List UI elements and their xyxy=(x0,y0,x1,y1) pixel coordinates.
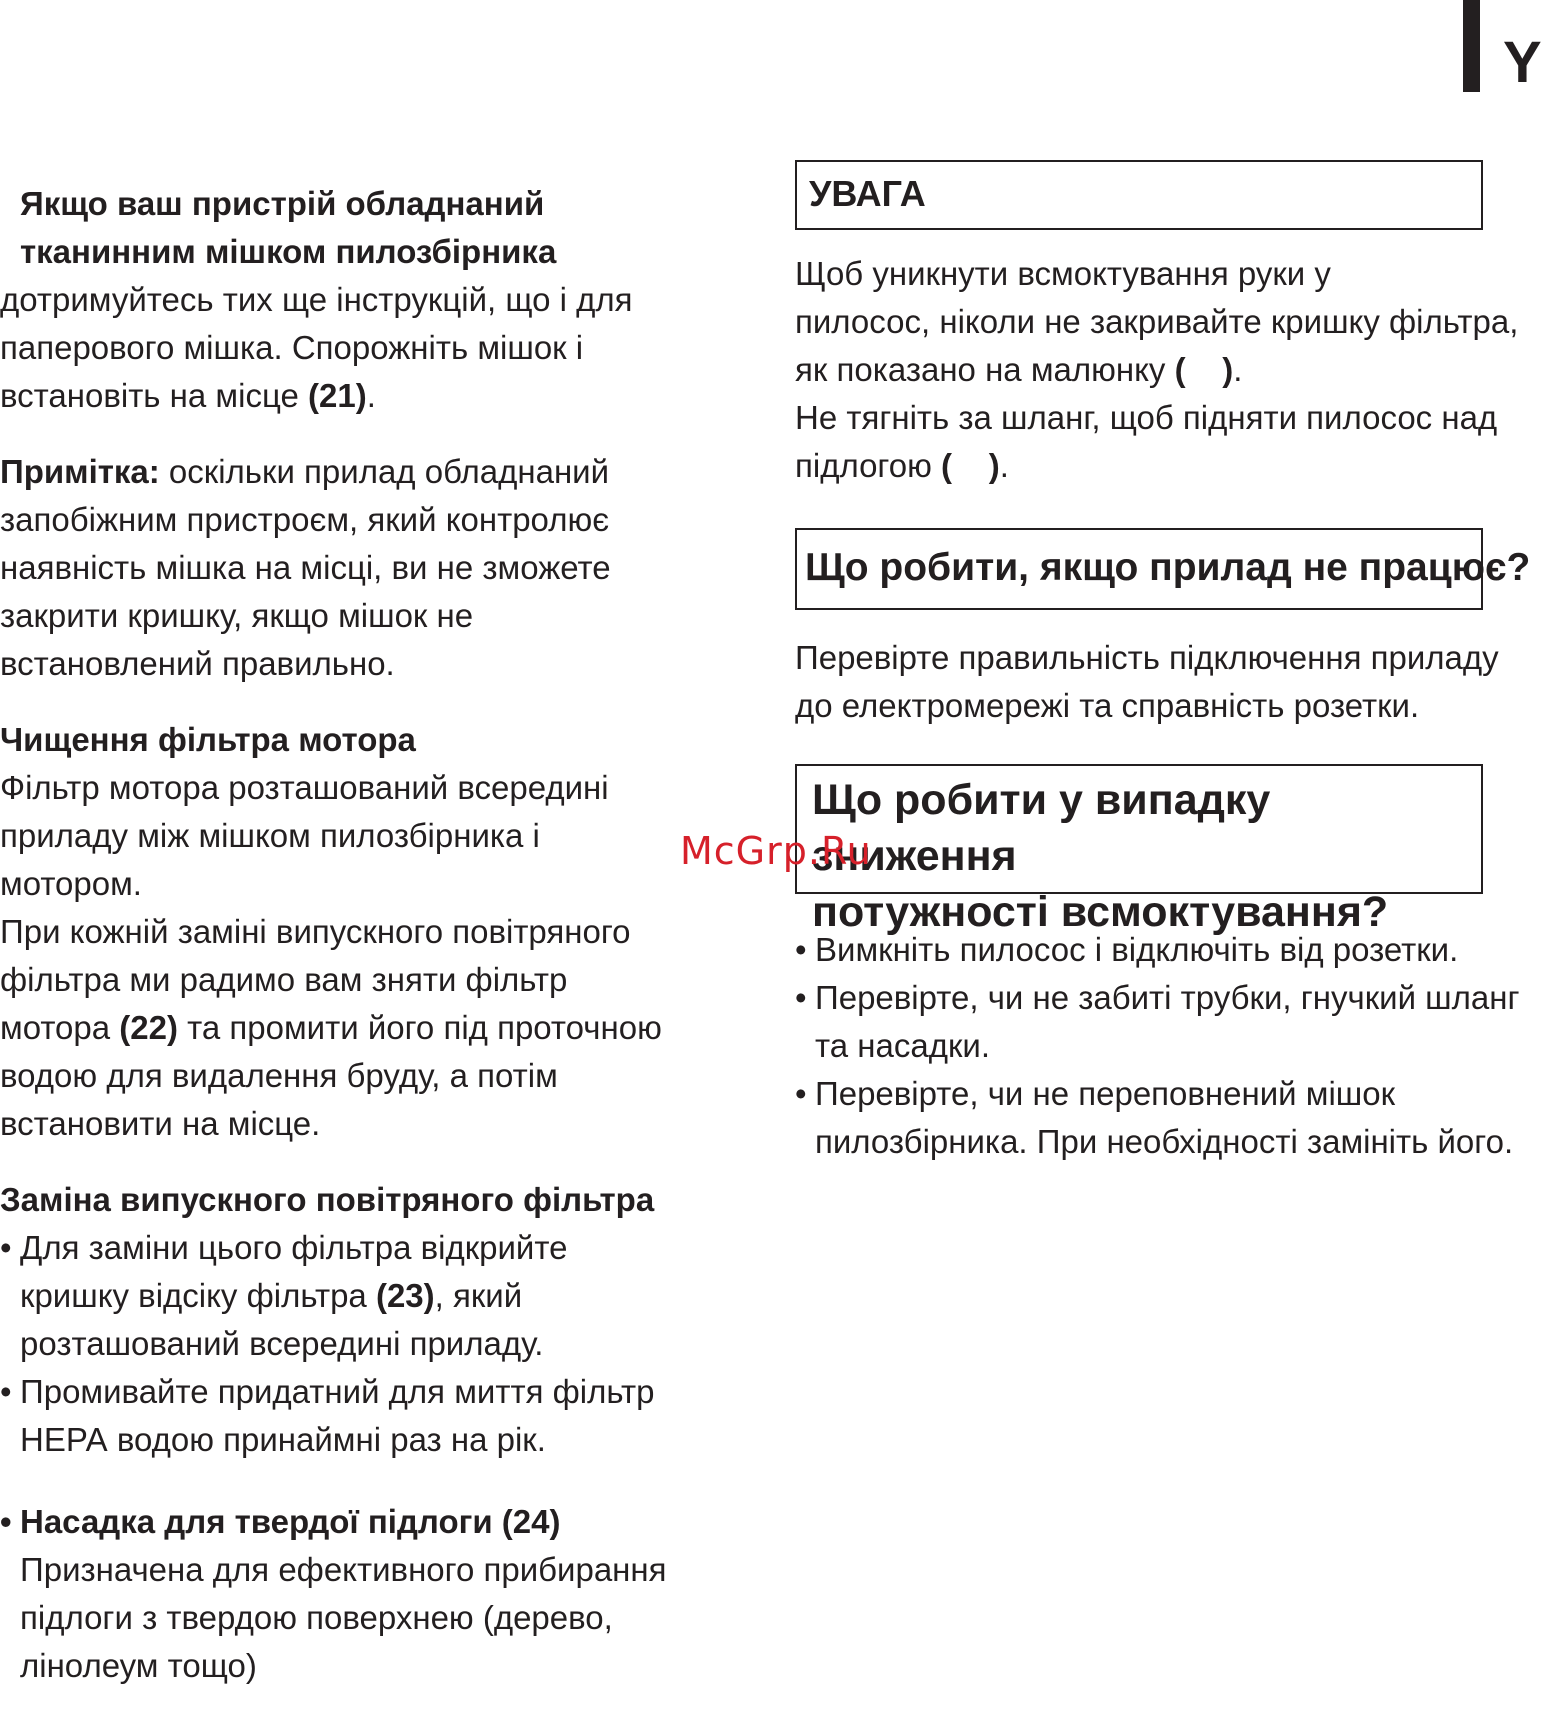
list-item: • Для заміни цього фільтра відкрийте кришку відсіку фільтра (23), який розташований всередині приладу. xyxy=(0,1229,568,1362)
section-heading-motor-filter: Чищення фільтра мотора xyxy=(0,721,416,758)
watermark: McGrp.Ru xyxy=(680,829,872,873)
right-column xyxy=(795,160,1531,1166)
warning-box xyxy=(795,160,1483,230)
list-item: • Перевірте, чи не забиті трубки, гнучкий шланг та насадки. xyxy=(795,979,1520,1064)
list-item: • Перевірте, чи не переповнений мішок пилозбірника. При необхідності замініть його. xyxy=(795,1075,1514,1160)
list-item: • Насадка для твердої підлоги (24) Призначена для ефективного прибирання підлоги з твердою поверхнею (дерево, лінолеум тощо) xyxy=(0,1503,667,1684)
not-working-box xyxy=(795,528,1531,610)
note-label: Примітка: xyxy=(0,453,160,490)
list-item: • Вимкніть пилосос і відключіть від розетки. xyxy=(795,931,1459,968)
note-paragraph: Примітка: оскільки прилад обладнаний запобіжним пристроєм, який контролює наявність мішка на місці, ви не зможете закрити кришку, якщо мішок не встановлений правильно. xyxy=(0,453,611,682)
low-suction-title: Що робити у випадку зниження потужності всмоктування? xyxy=(812,776,1389,936)
section-heading-hard-floor: Насадка для твердої підлоги (24) xyxy=(20,1503,561,1540)
section-heading-fabric-bag: Якщо ваш пристрій обладнаний тканинним мішком пилозбірника xyxy=(20,185,557,270)
not-working-text: Перевірте правильність підключення приладу до електромережі та справність розетки. xyxy=(795,639,1499,724)
figure-ref-blank-2: ( ) xyxy=(941,447,1000,484)
figure-ref-23: (23) xyxy=(375,1277,435,1314)
figure-ref-22: (22) xyxy=(119,1009,178,1046)
motor-filter-text: Фільтр мотора розташований всередині приладу між мішком пилозбірника і мотором. При кожній заміні випускного повітряного фільтра ми радимо вам зняти фільтр мотора (22) та промити його під проточною водою для видалення бруду, а потім встановити на місце. xyxy=(0,769,662,1142)
figure-ref-blank-1: ( ) xyxy=(1174,351,1234,388)
low-suction-box xyxy=(795,764,1483,936)
not-working-title: Що робити, якщо прилад не працює? xyxy=(805,546,1531,589)
left-column xyxy=(0,180,670,1690)
list-item: • Промивайте придатний для миття фільтр НЕРА водою принаймні раз на рік. xyxy=(0,1373,655,1458)
section-heading-exhaust-filter: Заміна випускного повітряного фільтра xyxy=(0,1181,655,1218)
fabric-bag-text: дотримуйтесь тих ще інструкцій, що і для паперового мішка. Спорожніть мішок і встановіть на місце (21). xyxy=(0,281,633,414)
warning-text: Щоб уникнути всмоктування руки у пилосос, ніколи не закривайте кришку фільтра, як показано на малюнку ( ). Не тягніть за шланг, щоб підняти пилосос над підлогою ( ). xyxy=(795,255,1519,484)
warning-title: УВАГА xyxy=(809,173,926,214)
figure-ref-21: (21) xyxy=(308,377,367,414)
page-marker-letter: Y xyxy=(1503,30,1542,95)
page-marker-bar xyxy=(1463,0,1480,92)
